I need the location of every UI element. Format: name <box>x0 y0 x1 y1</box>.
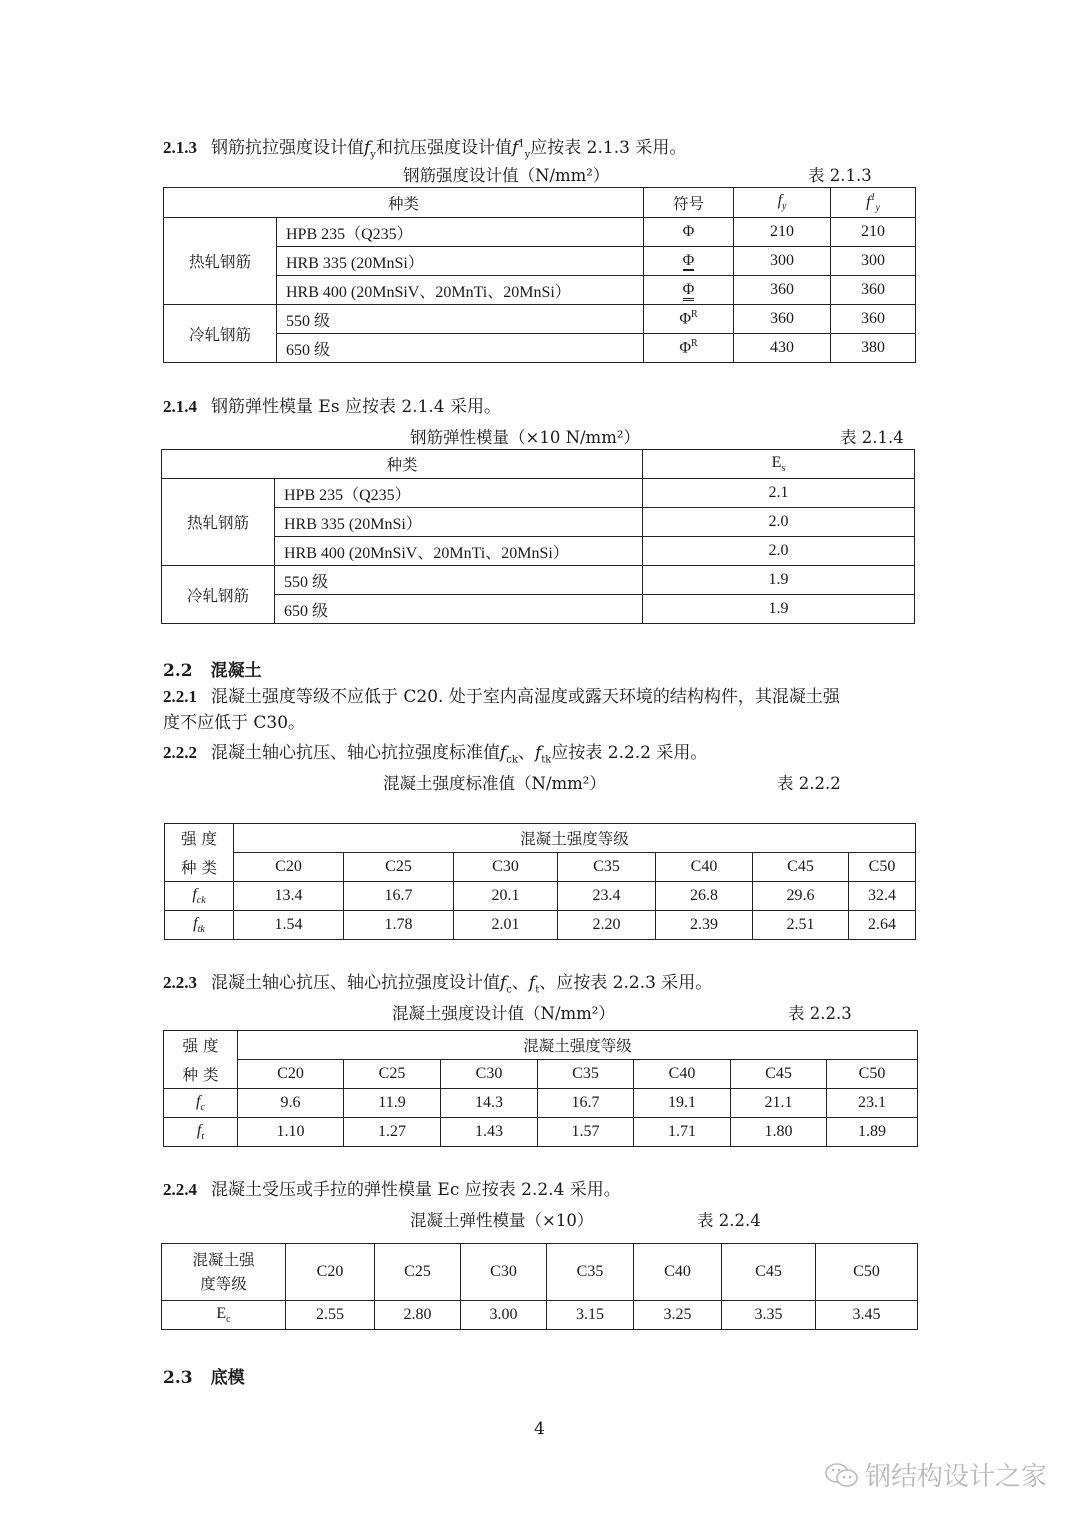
table-cell-fy: 360 <box>734 305 831 334</box>
table-cell: 1.27 <box>344 1118 441 1147</box>
grade-cell: C50 <box>827 1060 918 1089</box>
page-number: 4 <box>534 1419 545 1439</box>
grade-cell: C20 <box>238 1060 344 1089</box>
table-cell: 3.25 <box>634 1301 722 1330</box>
corner-label <box>162 1244 286 1301</box>
section-number: 2.2.1 <box>163 687 197 706</box>
grade-cell: C25 <box>344 853 454 882</box>
table-cell-fy1: 380 <box>831 334 916 363</box>
table-cell-es: 2.0 <box>643 508 915 537</box>
header-symbol: 符号 <box>644 188 734 218</box>
paragraph-text: 钢筋弹性模量 Es 应按表 2.1.4 采用。 <box>211 397 502 417</box>
table-cell: 3.35 <box>722 1301 816 1330</box>
corner-line-1: 混凝土强 <box>192 1251 255 1269</box>
table-cell-type: 650 级 <box>275 595 643 624</box>
paragraph-text: 混凝土受压或手拉的弹性模量 Ec 应按表 2.2.4 采用。 <box>211 1180 621 1200</box>
paragraph-text: 混凝土轴心抗压、轴心抗拉强度标准值$f_{ck}$、$f_{tk}$应按表 2.2.2 采用。 <box>211 743 708 766</box>
section-title: 混凝土 <box>210 661 262 681</box>
table-cell: 23.1 <box>827 1089 918 1118</box>
group-cold-rolled: 冷轧钢筋 <box>164 305 277 363</box>
section-number: 2.1.4 <box>163 397 197 416</box>
grade-cell: C30 <box>454 853 558 882</box>
table-cell-fy1: 210 <box>831 218 916 247</box>
symbol-phi-underline-icon: Φ <box>644 247 734 276</box>
paragraph-2-2-1-cont: 度不应低于 C30。 <box>163 713 306 733</box>
wechat-icon <box>825 1462 859 1488</box>
section-number: 2.2.4 <box>163 1180 197 1199</box>
table-cell-fy1: 360 <box>831 305 916 334</box>
table-id: 表 2.2.4 <box>697 1211 761 1230</box>
grade-cell: C50 <box>816 1244 918 1301</box>
symbol-phi-r-icon: $\Phi^R$ <box>644 334 734 363</box>
table-cell: 3.15 <box>547 1301 634 1330</box>
table-cell-fy: 360 <box>734 276 831 305</box>
table-cell-fy1: 360 <box>831 276 916 305</box>
table-cell-es: 1.9 <box>643 595 915 624</box>
row-label-ec: $E_c$ <box>162 1301 286 1330</box>
table-cell: 1.43 <box>441 1118 538 1147</box>
table-cell: 20.1 <box>454 882 558 911</box>
grade-cell: C35 <box>558 853 656 882</box>
table-cell: 2.20 <box>558 911 656 940</box>
paragraph-text: 混凝土轴心抗压、轴心抗拉强度设计值$f_c$、$f_t$、应按表 2.2.3 采用。 <box>211 973 713 996</box>
table-id: 表 2.1.3 <box>808 166 872 185</box>
concrete-modulus-table <box>161 1243 918 1330</box>
grade-cell: C25 <box>375 1244 461 1301</box>
concrete-design-strength-table <box>163 1030 918 1147</box>
table-cell: 1.54 <box>234 911 344 940</box>
group-hot-rolled: 热轧钢筋 <box>164 218 277 305</box>
table-cell: 16.7 <box>538 1089 634 1118</box>
table-caption: 钢筋强度设计值（N/mm²） <box>403 166 610 185</box>
symbol-phi-icon: Φ <box>644 218 734 247</box>
header-type: 种类 <box>164 188 644 218</box>
section-number: 2.2.3 <box>163 973 197 992</box>
steel-modulus-table <box>161 449 915 624</box>
table-cell-fy: 210 <box>734 218 831 247</box>
group-cold-rolled: 冷轧钢筋 <box>162 566 275 624</box>
table-cell: 2.55 <box>286 1301 375 1330</box>
header-es: $E_s$ <box>643 450 915 479</box>
table-cell-fy: 430 <box>734 334 831 363</box>
table-cell: 19.1 <box>634 1089 731 1118</box>
section-number: 2.1.3 <box>163 137 197 157</box>
table-cell: 2.51 <box>753 911 849 940</box>
table-cell: 1.57 <box>538 1118 634 1147</box>
row-label-fck: $f_{ck}$ <box>165 882 234 911</box>
grade-cell: C45 <box>722 1244 816 1301</box>
corner-label-top: 强 度 <box>164 1031 238 1060</box>
table-caption: 混凝土强度标准值（N/mm²） <box>383 774 606 793</box>
grade-header: 混凝土强度等级 <box>234 824 916 853</box>
grade-cell: C40 <box>634 1060 731 1089</box>
watermark <box>825 1456 1047 1493</box>
grade-cell: C20 <box>286 1244 375 1301</box>
table-cell: 1.80 <box>731 1118 827 1147</box>
header-type: 种类 <box>162 450 643 479</box>
paragraph-2-1-4 <box>163 396 501 418</box>
table-cell-type: 650 级 <box>277 334 644 363</box>
table-cell: 2.39 <box>656 911 753 940</box>
grade-cell: C25 <box>344 1060 441 1089</box>
paragraph-text: 混凝土强度等级不应低于 C20. 处于室内高湿度或露天环境的结构构件，其混凝土强 <box>211 687 840 707</box>
paragraph-2-2-2 <box>163 742 707 771</box>
header-fy: $f_y$ <box>734 188 831 218</box>
steel-strength-table <box>163 187 916 363</box>
table-id: 表 2.2.3 <box>788 1004 852 1023</box>
corner-line-2: 度等级 <box>200 1275 247 1293</box>
concrete-standard-strength-table <box>164 823 916 940</box>
grade-cell: C30 <box>441 1060 538 1089</box>
grade-cell: C50 <box>849 853 916 882</box>
row-label-ft: $f_t$ <box>164 1118 238 1147</box>
table-cell: 14.3 <box>441 1089 538 1118</box>
grade-cell: C45 <box>753 853 849 882</box>
table-cell: 3.00 <box>461 1301 547 1330</box>
paragraph-text: 钢筋抗拉强度设计值$f_y$和抗压强度设计值$f^1_y$应按表 2.1.3 采用。 <box>211 137 687 161</box>
section-heading-2-2 <box>163 656 262 681</box>
header-fy1: $f^1_y$ <box>831 188 916 218</box>
grade-cell: C45 <box>731 1060 827 1089</box>
table-cell-type: HRB 400 (20MnSiV、20MnTi、20MnSi） <box>277 276 644 305</box>
table-cell: 3.45 <box>816 1301 918 1330</box>
table-id: 表 2.2.2 <box>777 774 841 793</box>
grade-cell: C20 <box>234 853 344 882</box>
table-cell-type: HPB 235（Q235） <box>277 218 644 247</box>
table-cell: 11.9 <box>344 1089 441 1118</box>
table-id: 表 2.1.4 <box>840 428 904 447</box>
table-cell: 2.80 <box>375 1301 461 1330</box>
section-title: 底模 <box>210 1368 245 1388</box>
symbol-phi-r-icon: $\Phi^R$ <box>644 305 734 334</box>
grade-cell: C35 <box>547 1244 634 1301</box>
table-cell-es: 2.0 <box>643 537 915 566</box>
grade-cell: C35 <box>538 1060 634 1089</box>
grade-cell: C40 <box>656 853 753 882</box>
table-cell: 2.01 <box>454 911 558 940</box>
section-number: 2.2 <box>163 661 193 681</box>
section-number: 2.3 <box>163 1368 193 1388</box>
table-cell: 23.4 <box>558 882 656 911</box>
table-cell: 26.8 <box>656 882 753 911</box>
section-number: 2.2.2 <box>163 743 197 762</box>
table-cell: 16.7 <box>344 882 454 911</box>
paragraph-2-2-1 <box>163 686 840 708</box>
table-cell-type: HRB 335 (20MnSi） <box>277 247 644 276</box>
table-cell: 1.10 <box>238 1118 344 1147</box>
table-cell-type: 550 级 <box>277 305 644 334</box>
table-cell: 29.6 <box>753 882 849 911</box>
watermark-text: 钢结构设计之家 <box>865 1462 1048 1492</box>
corner-label-top: 强 度 <box>165 824 234 853</box>
paragraph-2-2-4 <box>163 1179 621 1201</box>
table-cell-fy1: 300 <box>831 247 916 276</box>
table-cell-type: 550 级 <box>275 566 643 595</box>
table-cell: 1.89 <box>827 1118 918 1147</box>
table-cell: 2.64 <box>849 911 916 940</box>
table-cell: 1.71 <box>634 1118 731 1147</box>
table-caption: 混凝土强度设计值（N/mm²） <box>392 1004 615 1023</box>
table-cell: 13.4 <box>234 882 344 911</box>
row-label-fc: $f_c$ <box>164 1089 238 1118</box>
table-cell: 21.1 <box>731 1089 827 1118</box>
table-cell-type: HRB 335 (20MnSi） <box>275 508 643 537</box>
paragraph-2-2-3 <box>163 972 712 1001</box>
table-cell-type: HPB 235（Q235） <box>275 479 643 508</box>
table-caption: 钢筋弹性模量（×10 N/mm²） <box>410 428 640 447</box>
table-cell-type: HRB 400 (20MnSiV、20MnTi、20MnSi） <box>275 537 643 566</box>
corner-label-bottom: 种 类 <box>164 1060 238 1089</box>
group-hot-rolled: 热轧钢筋 <box>162 479 275 566</box>
row-label-ftk: $f_{tk}$ <box>165 911 234 940</box>
table-caption: 混凝土弹性模量（×10） <box>410 1211 594 1230</box>
symbol-phi-double-underline-icon: Φ <box>644 276 734 305</box>
section-heading-2-3 <box>163 1363 245 1388</box>
table-cell: 9.6 <box>238 1089 344 1118</box>
grade-header: 混凝土强度等级 <box>238 1031 918 1060</box>
corner-label-bottom: 种 类 <box>165 853 234 882</box>
table-cell-fy: 300 <box>734 247 831 276</box>
table-cell: 32.4 <box>849 882 916 911</box>
table-cell-es: 2.1 <box>643 479 915 508</box>
grade-cell: C40 <box>634 1244 722 1301</box>
grade-cell: C30 <box>461 1244 547 1301</box>
table-cell-es: 1.9 <box>643 566 915 595</box>
table-cell: 1.78 <box>344 911 454 940</box>
